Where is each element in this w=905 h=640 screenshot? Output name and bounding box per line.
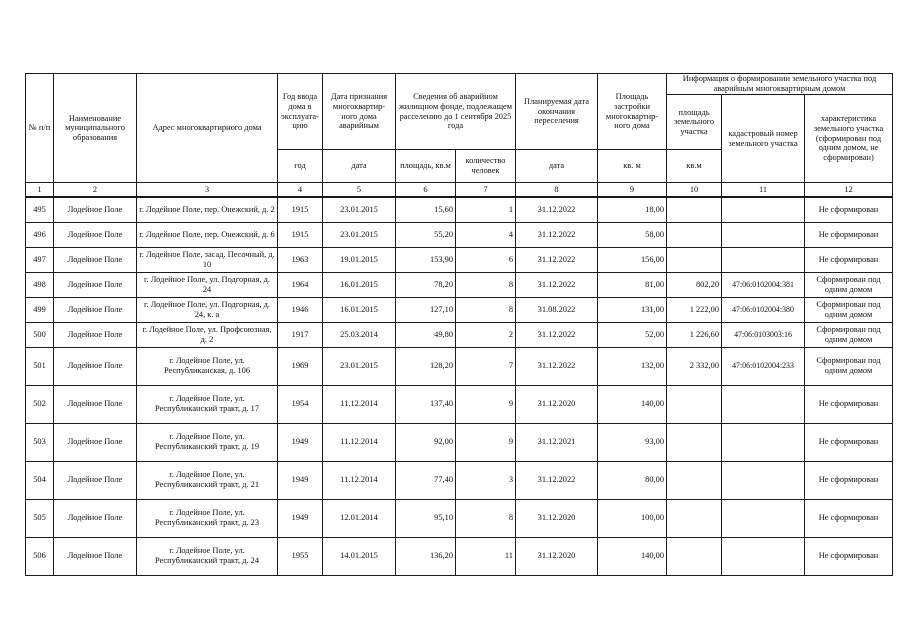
col-header-address: Адрес многоквартирного дома bbox=[137, 74, 278, 183]
land-area: 802,20 bbox=[667, 272, 722, 297]
emergency-date: 23.01.2015 bbox=[323, 222, 396, 247]
unit-date: дата bbox=[323, 150, 396, 183]
row-number: 499 bbox=[26, 297, 54, 322]
land-status: Не сформирован bbox=[805, 197, 893, 222]
land-area bbox=[667, 385, 722, 423]
col-number: 8 bbox=[516, 183, 598, 198]
emergency-date: 11.12.2014 bbox=[323, 461, 396, 499]
col-header-emergency-date: Дата признания многоквартир-ного дома аварийным bbox=[323, 74, 396, 150]
built-area: 52,00 bbox=[598, 322, 667, 347]
land-status: Сформирован под одним домом bbox=[805, 297, 893, 322]
row-number: 500 bbox=[26, 322, 54, 347]
emergency-date: 23.01.2015 bbox=[323, 347, 396, 385]
year-built: 1955 bbox=[278, 537, 323, 575]
row-number: 503 bbox=[26, 423, 54, 461]
land-area bbox=[667, 461, 722, 499]
address: г. Лодейное Поле, пер. Онежский, д. 6 bbox=[137, 222, 278, 247]
col-header-planned-end: Планируемая дата окончания переселения bbox=[516, 74, 598, 150]
cadastral-number bbox=[722, 423, 805, 461]
built-area: 93,00 bbox=[598, 423, 667, 461]
fund-area: 92,00 bbox=[396, 423, 456, 461]
row-number: 496 bbox=[26, 222, 54, 247]
year-built: 1946 bbox=[278, 297, 323, 322]
municipality: Лодейное Поле bbox=[54, 222, 137, 247]
address: г. Лодейное Поле, ул. Республиканский тракт, д. 23 bbox=[137, 499, 278, 537]
built-area: 132,00 bbox=[598, 347, 667, 385]
address: г. Лодейное Поле, ул. Профсоюзная, д. 2 bbox=[137, 322, 278, 347]
built-area: 58,00 bbox=[598, 222, 667, 247]
col-header-land-info: Информация о формировании земельного участка под аварийным многоквартирным домом bbox=[667, 74, 893, 95]
table-row bbox=[26, 297, 893, 322]
address: г. Лодейное Поле, засад. Песочный, д. 10 bbox=[137, 247, 278, 272]
land-area bbox=[667, 499, 722, 537]
table-row bbox=[26, 423, 893, 461]
land-area bbox=[667, 247, 722, 272]
col-header-land-status: характеристика земельного участка (сформирован под одним домом, не сформирован) bbox=[805, 95, 893, 183]
fund-area: 78,20 bbox=[396, 272, 456, 297]
land-status: Не сформирован bbox=[805, 499, 893, 537]
emergency-date: 11.12.2014 bbox=[323, 385, 396, 423]
people-count: 4 bbox=[456, 222, 516, 247]
year-built: 1949 bbox=[278, 461, 323, 499]
people-count: 8 bbox=[456, 499, 516, 537]
unit-year: год bbox=[278, 150, 323, 183]
people-count: 9 bbox=[456, 423, 516, 461]
table-row bbox=[26, 272, 893, 297]
unit-built-area: кв. м bbox=[598, 150, 667, 183]
address: г. Лодейное Поле, ул. Республиканский тракт, д. 21 bbox=[137, 461, 278, 499]
land-area: 1 222,00 bbox=[667, 297, 722, 322]
planned-end-date: 31.08.2022 bbox=[516, 297, 598, 322]
cadastral-number: 47:06:0102004:380 bbox=[722, 297, 805, 322]
table-row bbox=[26, 385, 893, 423]
people-count: 8 bbox=[456, 272, 516, 297]
people-count: 8 bbox=[456, 297, 516, 322]
row-number: 498 bbox=[26, 272, 54, 297]
planned-end-date: 31.12.2022 bbox=[516, 222, 598, 247]
municipality: Лодейное Поле bbox=[54, 461, 137, 499]
land-area bbox=[667, 423, 722, 461]
built-area: 100,00 bbox=[598, 499, 667, 537]
year-built: 1949 bbox=[278, 423, 323, 461]
col-number: 2 bbox=[54, 183, 137, 198]
planned-end-date: 31.12.2022 bbox=[516, 272, 598, 297]
municipality: Лодейное Поле bbox=[54, 322, 137, 347]
planned-end-date: 31.12.2022 bbox=[516, 197, 598, 222]
planned-end-date: 31.12.2022 bbox=[516, 247, 598, 272]
table-row bbox=[26, 347, 893, 385]
fund-area: 77,40 bbox=[396, 461, 456, 499]
header-row-1 bbox=[26, 74, 893, 95]
cadastral-number bbox=[722, 197, 805, 222]
land-status: Сформирован под одним домом bbox=[805, 347, 893, 385]
land-status: Не сформирован bbox=[805, 537, 893, 575]
address: г. Лодейное Поле, ул. Республиканский тракт, д. 24 bbox=[137, 537, 278, 575]
fund-area: 55,20 bbox=[396, 222, 456, 247]
planned-end-date: 31.12.2020 bbox=[516, 537, 598, 575]
col-number: 7 bbox=[456, 183, 516, 198]
land-area bbox=[667, 197, 722, 222]
land-status: Сформирован под одним домом bbox=[805, 322, 893, 347]
row-number: 505 bbox=[26, 499, 54, 537]
table-row bbox=[26, 322, 893, 347]
planned-end-date: 31.12.2020 bbox=[516, 499, 598, 537]
unit-people: количество человек bbox=[456, 150, 516, 183]
table-row bbox=[26, 197, 893, 222]
year-built: 1954 bbox=[278, 385, 323, 423]
built-area: 18,00 bbox=[598, 197, 667, 222]
cadastral-number: 47:06:0103003:16 bbox=[722, 322, 805, 347]
emergency-date: 14.01.2015 bbox=[323, 537, 396, 575]
planned-end-date: 31.12.2022 bbox=[516, 461, 598, 499]
unit-land-area: кв.м bbox=[667, 150, 722, 183]
planned-end-date: 31.12.2022 bbox=[516, 322, 598, 347]
emergency-date: 12.01.2014 bbox=[323, 499, 396, 537]
year-built: 1915 bbox=[278, 222, 323, 247]
row-number: 502 bbox=[26, 385, 54, 423]
built-area: 80,00 bbox=[598, 461, 667, 499]
cadastral-number bbox=[722, 385, 805, 423]
col-number: 3 bbox=[137, 183, 278, 198]
col-header-built-area: Площадь застройки многоквартир-ного дома bbox=[598, 74, 667, 150]
emergency-date: 16.01.2015 bbox=[323, 297, 396, 322]
emergency-date: 23.01.2015 bbox=[323, 197, 396, 222]
municipality: Лодейное Поле bbox=[54, 347, 137, 385]
municipality: Лодейное Поле bbox=[54, 537, 137, 575]
cadastral-number bbox=[722, 222, 805, 247]
col-number: 5 bbox=[323, 183, 396, 198]
year-built: 1949 bbox=[278, 499, 323, 537]
col-header-land-area: площадь земельного участка bbox=[667, 95, 722, 150]
built-area: 156,00 bbox=[598, 247, 667, 272]
year-built: 1917 bbox=[278, 322, 323, 347]
address: г. Лодейное Поле, пер. Онежский, д. 2 bbox=[137, 197, 278, 222]
table-row bbox=[26, 461, 893, 499]
land-status: Не сформирован bbox=[805, 461, 893, 499]
year-built: 1969 bbox=[278, 347, 323, 385]
land-status: Сформирован под одним домом bbox=[805, 272, 893, 297]
col-number: 11 bbox=[722, 183, 805, 198]
column-numbers-row bbox=[26, 183, 893, 198]
fund-area: 128,20 bbox=[396, 347, 456, 385]
address: г. Лодейное Поле, ул. Подгорная, д. 24 bbox=[137, 272, 278, 297]
cadastral-number: 47:06:0102004:381 bbox=[722, 272, 805, 297]
land-status: Не сформирован bbox=[805, 222, 893, 247]
unit-area: площадь, кв.м bbox=[396, 150, 456, 183]
table-row bbox=[26, 499, 893, 537]
row-number: 497 bbox=[26, 247, 54, 272]
col-header-emergency-fund: Сведения об аварийном жилищном фонде, подлежащем расселению до 1 сентября 2025 года bbox=[396, 74, 516, 150]
fund-area: 15,60 bbox=[396, 197, 456, 222]
municipality: Лодейное Поле bbox=[54, 499, 137, 537]
land-area: 1 226,60 bbox=[667, 322, 722, 347]
col-number: 6 bbox=[396, 183, 456, 198]
unit-end-date: дата bbox=[516, 150, 598, 183]
fund-area: 127,10 bbox=[396, 297, 456, 322]
built-area: 140,00 bbox=[598, 537, 667, 575]
fund-area: 49,80 bbox=[396, 322, 456, 347]
land-status: Не сформирован bbox=[805, 423, 893, 461]
col-header-year: Год ввода дома в эксплуата-цию bbox=[278, 74, 323, 150]
col-number: 4 bbox=[278, 183, 323, 198]
cadastral-number bbox=[722, 537, 805, 575]
address: г. Лодейное Поле, ул. Подгорная, д. 24, к. а bbox=[137, 297, 278, 322]
people-count: 2 bbox=[456, 322, 516, 347]
row-number: 506 bbox=[26, 537, 54, 575]
planned-end-date: 31.12.2021 bbox=[516, 423, 598, 461]
land-status: Не сформирован bbox=[805, 385, 893, 423]
address: г. Лодейное Поле, ул. Республиканская, д. 106 bbox=[137, 347, 278, 385]
planned-end-date: 31.12.2020 bbox=[516, 385, 598, 423]
cadastral-number bbox=[722, 247, 805, 272]
table-row bbox=[26, 222, 893, 247]
built-area: 81,00 bbox=[598, 272, 667, 297]
year-built: 1964 bbox=[278, 272, 323, 297]
col-header-cadastral: кадастровый номер земельного участка bbox=[722, 95, 805, 183]
fund-area: 153,90 bbox=[396, 247, 456, 272]
municipality: Лодейное Поле bbox=[54, 247, 137, 272]
people-count: 11 bbox=[456, 537, 516, 575]
year-built: 1915 bbox=[278, 197, 323, 222]
planned-end-date: 31.12.2022 bbox=[516, 347, 598, 385]
year-built: 1963 bbox=[278, 247, 323, 272]
col-number: 1 bbox=[26, 183, 54, 198]
built-area: 131,00 bbox=[598, 297, 667, 322]
row-number: 495 bbox=[26, 197, 54, 222]
emergency-date: 11.12.2014 bbox=[323, 423, 396, 461]
municipality: Лодейное Поле bbox=[54, 297, 137, 322]
cadastral-number bbox=[722, 499, 805, 537]
land-area bbox=[667, 222, 722, 247]
fund-area: 136,20 bbox=[396, 537, 456, 575]
people-count: 3 bbox=[456, 461, 516, 499]
col-number: 9 bbox=[598, 183, 667, 198]
people-count: 6 bbox=[456, 247, 516, 272]
built-area: 140,00 bbox=[598, 385, 667, 423]
col-header-municipality: Наименование муниципального образования bbox=[54, 74, 137, 183]
col-number: 10 bbox=[667, 183, 722, 198]
address: г. Лодейное Поле, ул. Республиканский тракт, д. 19 bbox=[137, 423, 278, 461]
land-area bbox=[667, 537, 722, 575]
address: г. Лодейное Поле, ул. Республиканский тракт, д. 17 bbox=[137, 385, 278, 423]
fund-area: 95,10 bbox=[396, 499, 456, 537]
fund-area: 137,40 bbox=[396, 385, 456, 423]
housing-table bbox=[25, 73, 893, 576]
land-area: 2 332,00 bbox=[667, 347, 722, 385]
table-row bbox=[26, 247, 893, 272]
table-row bbox=[26, 537, 893, 575]
col-number: 12 bbox=[805, 183, 893, 198]
people-count: 7 bbox=[456, 347, 516, 385]
people-count: 9 bbox=[456, 385, 516, 423]
municipality: Лодейное Поле bbox=[54, 197, 137, 222]
emergency-date: 16.01.2015 bbox=[323, 272, 396, 297]
emergency-date: 19.01.2015 bbox=[323, 247, 396, 272]
emergency-date: 25.03.2014 bbox=[323, 322, 396, 347]
municipality: Лодейное Поле bbox=[54, 423, 137, 461]
cadastral-number bbox=[722, 461, 805, 499]
municipality: Лодейное Поле bbox=[54, 385, 137, 423]
cadastral-number: 47:06:0102004:233 bbox=[722, 347, 805, 385]
col-header-number: № п/п bbox=[26, 74, 54, 183]
land-status: Не сформирован bbox=[805, 247, 893, 272]
municipality: Лодейное Поле bbox=[54, 272, 137, 297]
row-number: 504 bbox=[26, 461, 54, 499]
row-number: 501 bbox=[26, 347, 54, 385]
people-count: 1 bbox=[456, 197, 516, 222]
